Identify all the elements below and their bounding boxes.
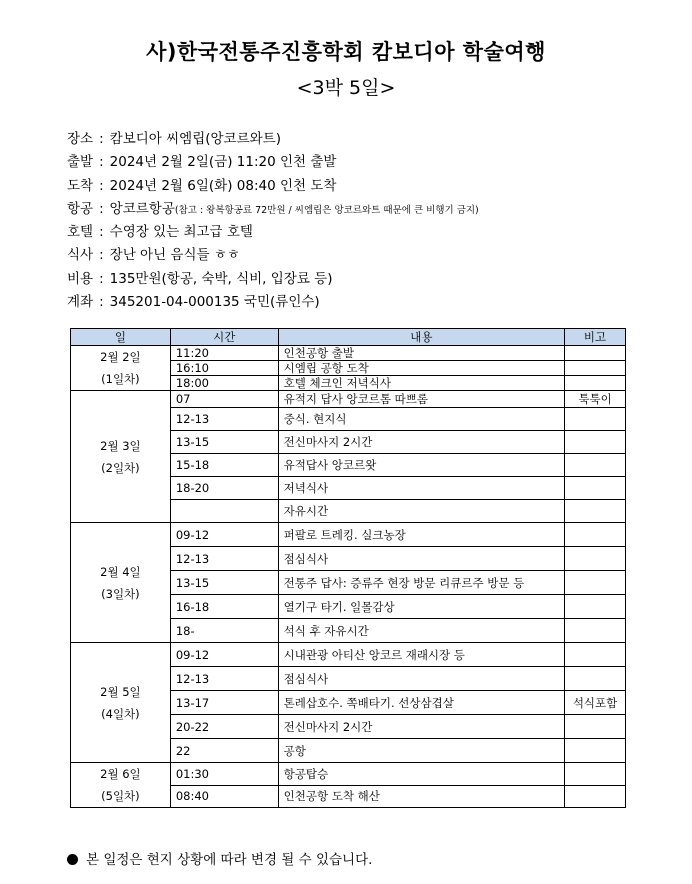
day-cell (71, 763, 171, 808)
info-key: 출발 (67, 154, 94, 171)
time-cell: 13-15 (170, 571, 278, 595)
remark-cell (565, 346, 626, 361)
day-cell (71, 523, 171, 643)
schedule-header-row (71, 329, 626, 346)
time-cell: 18- (170, 619, 278, 643)
content-cell: 시내관광 아티산 앙코르 재래시장 등 (278, 643, 564, 667)
remark-cell: 석식포함 (565, 691, 626, 715)
remark-cell (565, 763, 626, 786)
content-cell: 퍼팔로 트레킹. 실크농장 (278, 523, 564, 547)
content-cell: 호텔 체크인 저녁식사 (278, 376, 564, 391)
info-value: 장난 아닌 음식들 ㅎㅎ (109, 247, 240, 264)
content-cell: 석식 후 자유시간 (278, 619, 564, 643)
info-separator: : (99, 200, 104, 217)
info-value: 앙코르항공 (109, 200, 175, 217)
day-date: 2월 4일 (100, 564, 141, 579)
info-separator: : (99, 177, 104, 194)
bullet-icon (67, 854, 78, 865)
remark-cell (565, 408, 626, 431)
time-cell: 18-20 (170, 477, 278, 500)
remark-cell (565, 643, 626, 667)
content-cell: 중식. 현지식 (278, 408, 564, 431)
time-cell: 16-18 (170, 595, 278, 619)
info-key: 항공 (67, 200, 94, 217)
info-separator: : (99, 270, 104, 287)
info-separator: : (99, 224, 104, 241)
info-separator: : (99, 247, 104, 264)
page-title: 사)한국전통주진흥학회 캄보디아 학술여행 (146, 40, 546, 64)
content-cell: 인천공항 도착 해산 (278, 785, 564, 808)
remark-cell (565, 431, 626, 454)
info-row (67, 151, 479, 174)
notice (67, 848, 372, 868)
info-row (67, 198, 479, 221)
time-cell: 07 (170, 391, 278, 408)
time-cell: 12-13 (170, 547, 278, 571)
info-separator: : (99, 294, 104, 311)
header-day: 일 (71, 329, 171, 346)
page-subtitle: <3박 5일> (296, 77, 396, 99)
remark-cell (565, 523, 626, 547)
remark-cell (565, 785, 626, 808)
time-cell: 08:40 (170, 785, 278, 808)
content-cell: 유적지 답사 앙코르톰 따쁘롬 (278, 391, 564, 408)
remark-cell (565, 619, 626, 643)
time-cell: 11:20 (170, 346, 278, 361)
remark-cell (565, 376, 626, 391)
remark-cell (565, 667, 626, 691)
content-cell: 자유시간 (278, 500, 564, 523)
day-cell (71, 643, 171, 763)
remark-cell (565, 595, 626, 619)
remark-cell (565, 454, 626, 477)
info-row (67, 128, 479, 151)
table-row (71, 523, 626, 547)
info-key: 비용 (67, 270, 94, 287)
time-cell: 09-12 (170, 643, 278, 667)
time-cell: 01:30 (170, 763, 278, 786)
info-value: 수영장 있는 최고급 호텔 (109, 224, 253, 241)
day-date: 2월 2일 (100, 350, 141, 364)
content-cell: 인천공항 출발 (278, 346, 564, 361)
time-cell: 12-13 (170, 667, 278, 691)
info-key: 계좌 (67, 294, 94, 311)
time-cell: 16:10 (170, 361, 278, 376)
remark-cell (565, 571, 626, 595)
info-value: 345201-04-000135 국민(류인수) (109, 294, 320, 311)
time-cell: 09-12 (170, 523, 278, 547)
time-cell: 18:00 (170, 376, 278, 391)
time-cell (170, 500, 278, 523)
info-note: (참고 : 왕복항공료 72만원 / 씨엠립은 앙코르와트 때문에 큰 비행기 금지) (174, 204, 479, 216)
time-cell: 15-18 (170, 454, 278, 477)
info-row (67, 268, 479, 291)
remark-cell (565, 547, 626, 571)
content-cell: 열기구 타기. 일몰감상 (278, 595, 564, 619)
schedule-table (70, 328, 626, 808)
day-label: (1일차) (101, 372, 140, 386)
info-key: 도착 (67, 177, 94, 194)
info-separator: : (99, 131, 104, 147)
content-cell: 저녁식사 (278, 477, 564, 500)
time-cell: 13-15 (170, 431, 278, 454)
info-key: 식사 (67, 247, 94, 264)
header-time: 시간 (170, 329, 278, 346)
info-value: 2024년 2월 2일(금) 11:20 인천 출발 (109, 154, 337, 171)
info-key: 장소 (67, 131, 94, 147)
content-cell: 항공탑승 (278, 763, 564, 786)
day-cell (71, 391, 171, 523)
content-cell: 전신마사지 2시간 (278, 715, 564, 739)
remark-cell (565, 739, 626, 763)
day-date: 2월 3일 (100, 438, 141, 453)
remark-cell (565, 715, 626, 739)
content-cell: 점심식사 (278, 547, 564, 571)
schedule-body (71, 346, 626, 808)
info-row (67, 175, 479, 198)
content-cell: 공항 (278, 739, 564, 763)
content-cell: 시엠립 공항 도착 (278, 361, 564, 376)
header-content: 내용 (278, 329, 564, 346)
day-date: 2월 6일 (100, 767, 141, 781)
content-cell: 전통주 답사: 증류주 현장 방문 리큐르주 방문 등 (278, 571, 564, 595)
remark-cell: 툭툭이 (565, 391, 626, 408)
time-cell: 22 (170, 739, 278, 763)
remark-cell (565, 477, 626, 500)
content-cell: 유적답사 앙코르왓 (278, 454, 564, 477)
day-label: (2일차) (101, 460, 140, 475)
info-value: 2024년 2월 6일(화) 08:40 인천 도착 (109, 177, 337, 194)
info-row (67, 221, 479, 244)
info-value: 캄보디아 씨엠립(앙코르와트) (109, 131, 281, 147)
table-row (71, 391, 626, 408)
info-key: 호텔 (67, 224, 94, 241)
time-cell: 12-13 (170, 408, 278, 431)
time-cell: 13-17 (170, 691, 278, 715)
content-cell: 톤레삽호수. 쪽배타기. 선상삼겹살 (278, 691, 564, 715)
content-cell: 전신마사지 2시간 (278, 431, 564, 454)
table-row (71, 346, 626, 361)
day-date: 2월 5일 (100, 684, 141, 699)
day-label: (5일차) (101, 789, 140, 803)
time-cell: 20-22 (170, 715, 278, 739)
table-row (71, 643, 626, 667)
trip-info-list (67, 128, 479, 314)
info-row (67, 244, 479, 267)
day-label: (3일차) (101, 586, 140, 601)
info-separator: : (99, 154, 104, 171)
day-label: (4일차) (101, 706, 140, 721)
day-cell (71, 346, 171, 391)
header-remark: 비고 (565, 329, 626, 346)
info-row (67, 291, 479, 314)
remark-cell (565, 361, 626, 376)
content-cell: 점심식사 (278, 667, 564, 691)
notice-text: 본 일정은 현지 상황에 따라 변경 될 수 있습니다. (86, 852, 373, 868)
remark-cell (565, 500, 626, 523)
info-value: 135만원(항공, 숙박, 식비, 입장료 등) (109, 270, 333, 287)
table-row (71, 763, 626, 786)
